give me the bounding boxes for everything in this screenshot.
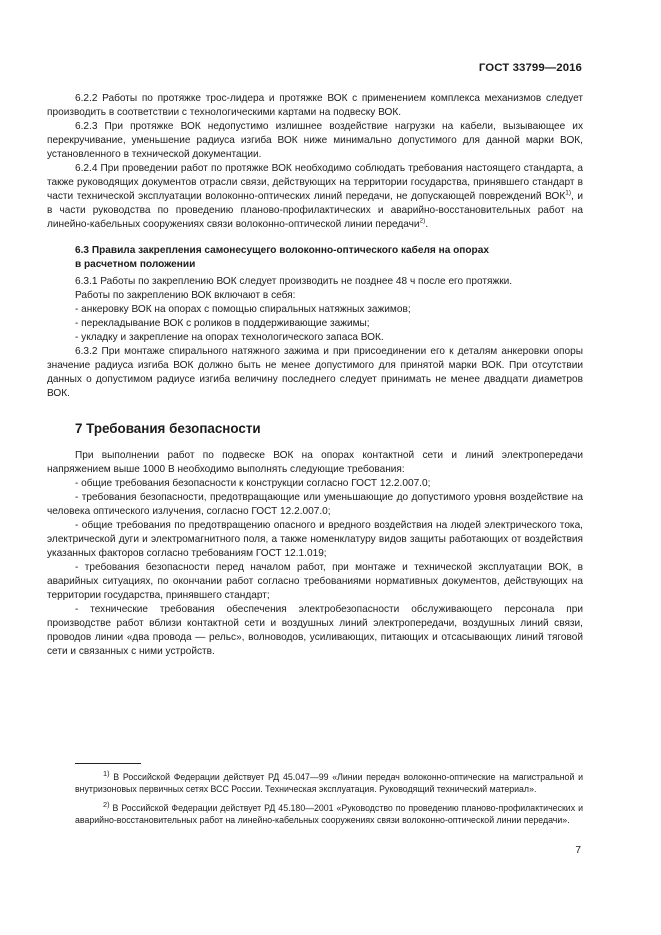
list-item-transfer: - перекладывание ВОК с роликов в поддерживающие зажимы; [75, 318, 370, 330]
list-item-anchoring: - анкеровку ВОК на опорах с помощью спиральных натяжных зажимов; [75, 304, 411, 316]
footnote-ref-2: 2) [419, 217, 426, 225]
document-body [47, 92, 583, 659]
paragraph-6-2-4 [47, 162, 583, 232]
section-6-3-heading-line2: в расчетном положении [75, 259, 196, 271]
paragraph-6-2-2: 6.2.2 Работы по протяжке трос-лидера и протяжке ВОК с применением комплекса механизмов следует производить в соответствии с технологическими картами на подвеску ВОК. [47, 93, 583, 118]
paragraph-6-3-2: 6.3.2 При монтаже спирального натяжного зажима и при присоединении его к деталям анкеровки опоры значение радиуса изгиба ВОК должно быть не менее допустимого для принятой марки ВОК. При отсутствии данных о допустимом радиусе изгиба величину последнего следует принимать не менее двадцати диаметров ВОК. [47, 346, 583, 400]
paragraph-6-2-4-part-b: , и в части руководства по проведению планово-профилактических и аварийно-восстановительных работ на линейно-кабельных сооружениях связи волоконно-оптической линии передачи [47, 191, 583, 230]
list-item-safety-3: - общие требования по предотвращению опасного и вредного воздействия на людей электрического тока, электрической дуги и электромагнитного поля, а также номенклатуру видов защиты работающих от воздействия указанных факторов согласно требованиям ГОСТ 12.1.019; [47, 520, 583, 560]
footnote-mark-2: 2) [103, 800, 110, 810]
footnote-ref-1: 1) [565, 189, 571, 197]
footnote-text-1: В Российской Федерации действует РД 45.047—99 «Линии передач волоконно-оптические на магистральной и внутризоновых первичных сетях ВСС России. Техническая эксплуатация. Руководящий технический материал». [75, 771, 583, 794]
footnotes [75, 768, 583, 830]
document-number-header: ГОСТ 33799—2016 [478, 62, 582, 74]
section-6-3-heading-line1: 6.3 Правила закрепления самонесущего волоконно-оптического кабеля на опорах [75, 245, 489, 256]
page-number: 7 [575, 845, 581, 856]
list-item-safety-5: - технические требования обеспечения электробезопасности обслуживающего персонала при производстве работ вблизи контактной сети и воздушных линий электропередачи, воздушных линий связи, проводов линии «два провода — рельс», волноводов, усиливающих, питающих и отсасывающих линий тяговой сети и связанных с ними устройств. [47, 604, 583, 658]
footnote-2 [75, 799, 583, 826]
section-7-intro: При выполнении работ по подвеске ВОК на опорах контактной сети и линий электропередачи напряжением выше 1000 В необходимо выполнять следующие требования: [47, 450, 583, 476]
list-item-safety-1: - общие требования безопасности к конструкции согласно ГОСТ 12.2.007.0; [75, 478, 431, 490]
list-item-reserve: - укладку и закрепление на опорах технологического запаса ВОК. [75, 332, 384, 344]
footnote-text-2: В Российской Федерации действует РД 45.180—2001 «Руководство по проведению планово-профилактических и аварийно-восстановительных работ на линейно-кабельных сооружениях связи волоконно-оптической линии передачи». [75, 803, 583, 825]
footnote-1 [75, 768, 583, 795]
footnote-mark-1: 1) [103, 769, 110, 778]
paragraph-6-3-1: 6.3.1 Работы по закреплению ВОК следует производить не позднее 48 ч после его протяжки. [75, 276, 513, 288]
paragraph-includes: Работы по закреплению ВОК включают в себя: [75, 290, 296, 302]
section-6-3-heading [75, 244, 583, 272]
paragraph-6-2-4-part-c: . [425, 219, 429, 230]
section-7-heading: 7 Требования безопасности [75, 421, 261, 437]
paragraph-6-2-3: 6.2.3 При протяжке ВОК недопустимо излишнее воздействие нагрузки на кабели, вызывающее их перекручивание, уменьшение радиуса изгиба ВОК ниже минимально допустимого для данной марки ВОК, установленного в технической документации. [47, 121, 583, 160]
list-item-safety-4: - требования безопасности перед началом работ, при монтаже и технической эксплуатации ВОК, в аварийных ситуациях, по окончании работ согласно требованиями нормативных документов, действующих на территории государства, принявшего стандарт; [47, 562, 583, 602]
footnote-divider [75, 763, 141, 764]
paragraph-6-2-4-part-a: 6.2.4 При проведении работ по протяжке ВОК необходимо соблюдать требования настоящего стандарта, а также руководящих документов отрасли связи, действующих на территории государства, принявшего стандарт в части технической эксплуатации волоконно-оптических линий передачи, не допускающей повреждений ВОК [47, 163, 583, 202]
list-item-safety-2: - требования безопасности, предотвращающие или уменьшающие до допустимого уровня воздействие на человека оптического излучения, согласно ГОСТ 12.2.007.0; [47, 492, 583, 518]
